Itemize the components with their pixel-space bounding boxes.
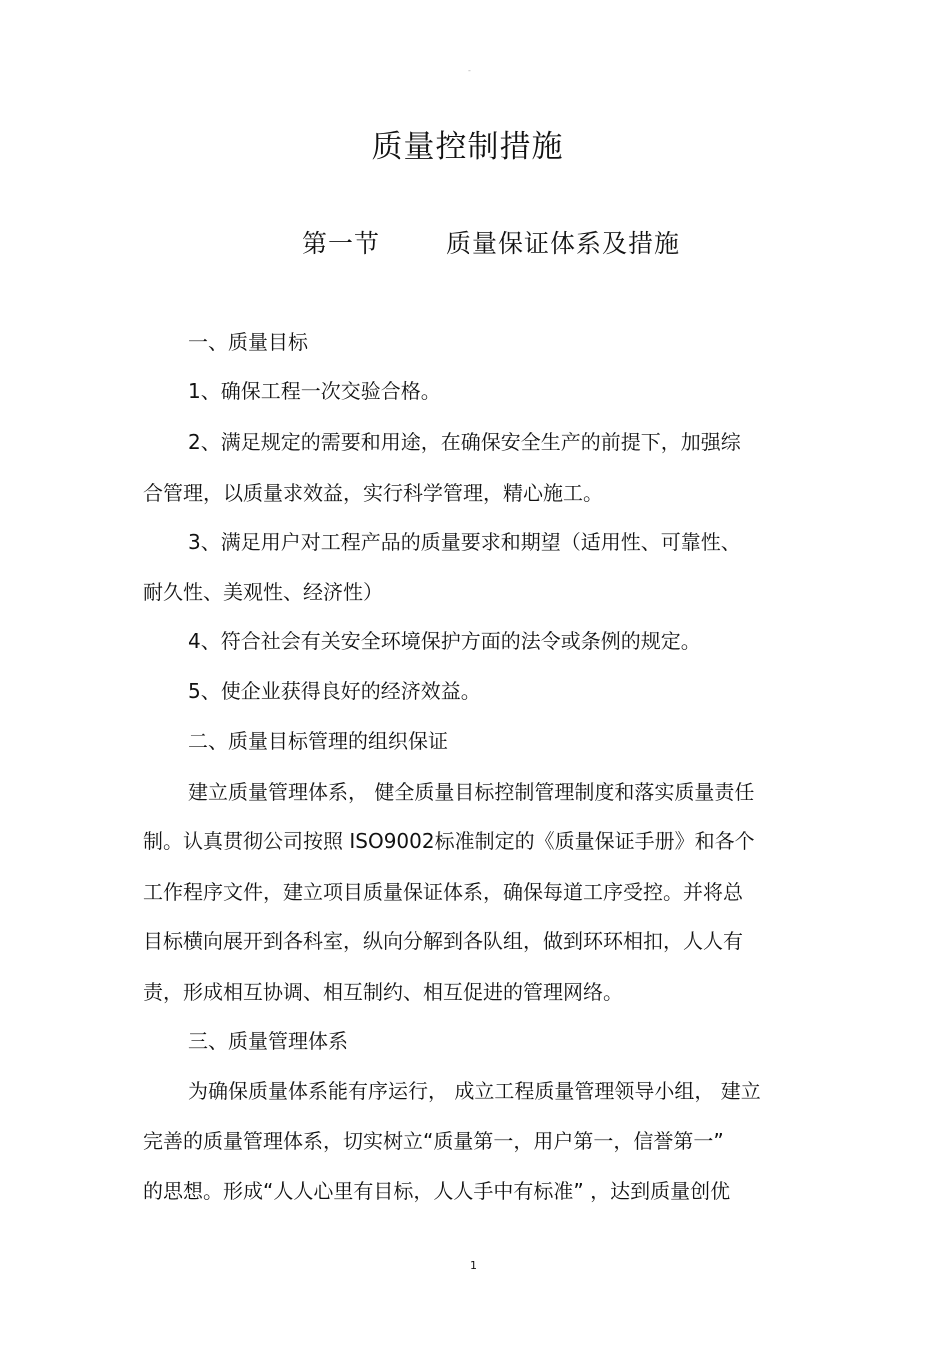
- paragraph-line: 4、符合社会有关安全环境保护方面的法令或条例的规定。: [188, 629, 701, 653]
- paragraph-line: 目标横向展开到各科室，纵向分解到各队组，做到环环相扣，人人有: [143, 929, 743, 953]
- heading-organization: 二、质量目标管理的组织保证: [188, 729, 448, 753]
- paragraph-line: 2、满足规定的需要和用途，在确保安全生产的前提下，加强综: [188, 430, 741, 454]
- paragraph-line: 5、使企业获得良好的经济效益。: [188, 679, 481, 703]
- paragraph-line: 工作程序文件，建立项目质量保证体系，确保每道工序受控。并将总: [143, 880, 743, 904]
- paragraph-line: 耐久性、美观性、经济性）: [143, 580, 383, 604]
- paragraph-line: 为确保质量体系能有序运行， 成立工程质量管理领导小组， 建立: [188, 1079, 761, 1103]
- paragraph-line: 合管理，以质量求效益，实行科学管理，精心施工。: [143, 481, 603, 505]
- paragraph-line: 建立质量管理体系， 健全质量目标控制管理制度和落实质量责任: [188, 780, 755, 804]
- paragraph-line: 1、确保工程一次交验合格。: [188, 379, 441, 403]
- heading-quality-system: 三、质量管理体系: [188, 1029, 348, 1053]
- document-title: 质量控制措施: [371, 129, 564, 165]
- header-mark: -: [468, 66, 471, 75]
- section-title: 质量保证体系及措施: [446, 229, 681, 258]
- paragraph-line: 3、满足用户对工程产品的质量要求和期望（适用性、可靠性、: [188, 530, 741, 554]
- section-number: 第一节: [302, 229, 381, 258]
- heading-quality-goal: 一、质量目标: [188, 330, 308, 354]
- paragraph-line: 完善的质量管理体系，切实树立“质量第一，用户第一，信誉第一”: [143, 1129, 724, 1153]
- paragraph-line: 的思想。形成“人人心里有目标，人人手中有标准” ，达到质量创优: [143, 1179, 731, 1203]
- paragraph-line: 责，形成相互协调、相互制约、相互促进的管理网络。: [143, 980, 623, 1004]
- page-number: 1: [470, 1259, 477, 1272]
- paragraph-line: 制。认真贯彻公司按照 ISO9002标准制定的《质量保证手册》和各个: [143, 829, 755, 853]
